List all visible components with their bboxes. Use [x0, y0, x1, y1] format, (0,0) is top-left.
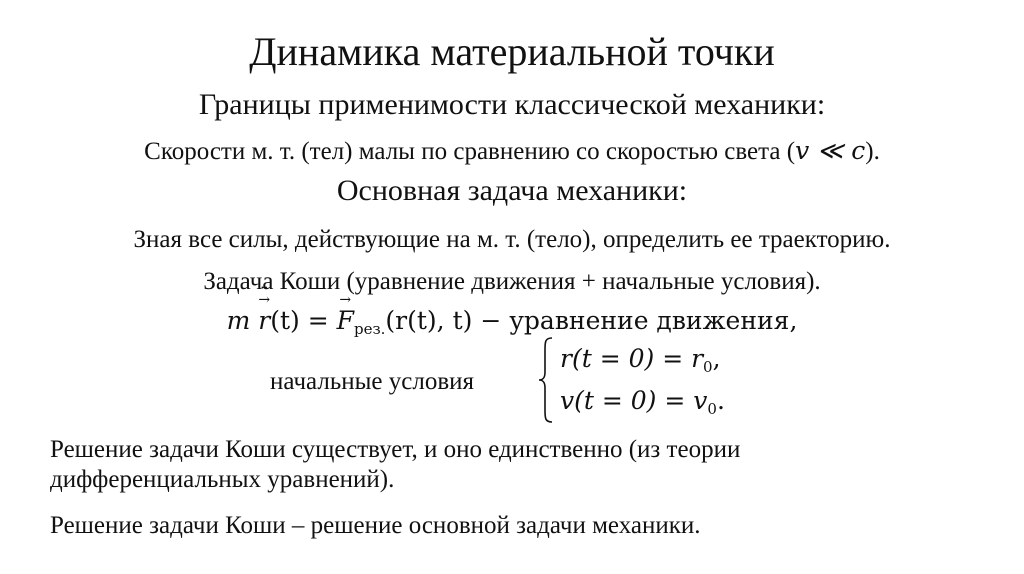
- slide-title: Динамика материальной точки: [249, 29, 775, 74]
- eq-equals: =: [299, 306, 337, 335]
- condition-position-lhs: r(t = 0) = r: [560, 344, 704, 373]
- cauchy-text: Задача Коши (уравнение движения + начальные условия).: [203, 268, 821, 295]
- condition-velocity: [560, 386, 725, 418]
- speeds-math: v ≪ c: [795, 136, 866, 165]
- solution-text-line-1: Решение задачи Коши существует, и оно единственно (из теории: [50, 436, 741, 463]
- speeds-line: [0, 136, 1024, 166]
- eq-force-args: (r(t), t): [385, 306, 473, 335]
- condition-velocity-end: .: [716, 386, 725, 415]
- eq-mass: m: [226, 306, 251, 335]
- solution-text-2: Решение задачи Коши – решение основной задачи механики.: [50, 512, 701, 539]
- initial-conditions-label: начальные условия: [270, 368, 475, 395]
- limits-heading: Границы применимости классической механики:: [198, 88, 826, 121]
- condition-velocity-sub: 0: [707, 400, 717, 418]
- curly-brace: [537, 336, 555, 424]
- eq-force: → F: [337, 306, 354, 335]
- eq-arg-t: (t): [270, 306, 300, 335]
- main-task-text: Зная все силы, действующие на м. т. (тело), определить ее траекторию.: [133, 226, 891, 253]
- eq-force-sub: рез.: [353, 320, 386, 338]
- equation-of-motion: [0, 306, 1024, 338]
- solution-text-line-2: дифференциальных уравнений).: [50, 466, 395, 493]
- eq-r-ddot: → r ¨: [258, 306, 270, 335]
- main-task-heading: Основная задача механики:: [336, 174, 688, 207]
- condition-position: [560, 344, 721, 376]
- speeds-text: Скорости м. т. (тел) малы по сравнению со скоростью света (: [144, 138, 796, 165]
- eq-dash-text: − уравнение движения,: [472, 306, 798, 335]
- speeds-end: ).: [865, 138, 880, 165]
- condition-velocity-lhs: v(t = 0) = v: [560, 386, 708, 415]
- condition-position-end: ,: [712, 344, 721, 373]
- condition-position-sub: 0: [703, 358, 713, 376]
